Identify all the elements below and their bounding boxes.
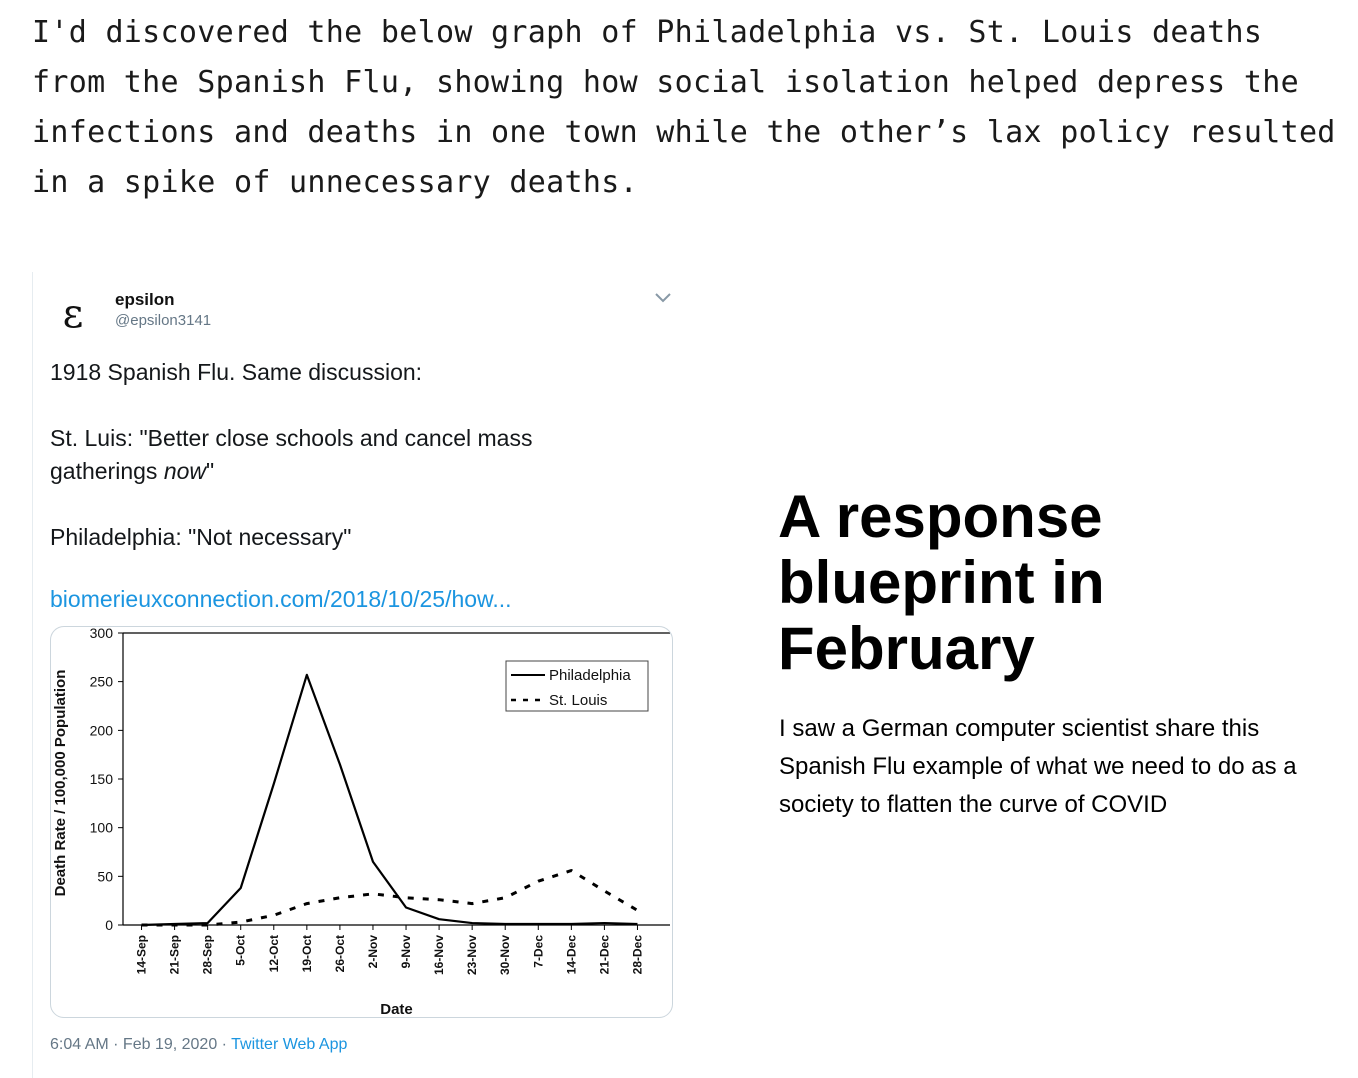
tweet-line: Philadelphia: "Not necessary" (50, 524, 352, 550)
x-tick-label: 14-Dec (564, 935, 579, 975)
y-tick-label: 250 (89, 673, 113, 690)
y-tick-label: 200 (89, 722, 113, 739)
x-tick-label: 2-Nov (365, 935, 380, 969)
x-tick-label: 28-Dec (630, 935, 645, 975)
tweet-line: 1918 Spanish Flu. Same discussion: (50, 359, 423, 385)
side-paragraph: I saw a German computer scientist share this Spanish Flu example of what we need to do as a society to flatten the curve of COVID (779, 715, 1297, 818)
tweet-text (50, 356, 610, 554)
series-line-st-louis (142, 870, 638, 925)
tweet-source[interactable]: Twitter Web App (231, 1036, 348, 1053)
y-tick-label: 300 (89, 627, 113, 641)
avatar[interactable]: ε (49, 290, 97, 338)
chevron-down-icon[interactable] (653, 290, 673, 306)
x-tick-label: 26-Oct (332, 935, 347, 973)
y-tick-label: 150 (89, 771, 113, 787)
x-tick-label: 7-Dec (531, 935, 546, 968)
x-tick-label: 23-Nov (465, 935, 480, 976)
legend-label: St. Louis (549, 692, 608, 709)
y-tick-label: 50 (97, 868, 113, 885)
x-tick-label: 28-Sep (200, 935, 215, 975)
x-tick-label: 21-Dec (597, 935, 612, 975)
x-tick-label: 21-Sep (167, 935, 182, 975)
embedded-tweet (32, 272, 693, 1078)
legend-label: Philadelphia (549, 667, 631, 684)
tweet-meta (50, 1036, 347, 1054)
x-tick-label: 14-Sep (134, 935, 149, 975)
tweet-line-part: St. Luis: "Better close schools and cancel mass gatherings (50, 425, 533, 484)
tweet-line (50, 422, 610, 488)
death-rate-chart (51, 627, 672, 1017)
tweet-timestamp[interactable]: 6:04 AM · Feb 19, 2020 · (50, 1036, 232, 1053)
intro-paragraph: I'd discovered the below graph of Philadelphia vs. St. Louis deaths from the Spanish Flu, showing how social isolation helped depress the infections and deaths in one town while the other’s lax policy resulted in a spike of unnecessary deaths. (32, 15, 1336, 200)
side-heading: A response blueprint in February (778, 483, 1105, 682)
x-axis-label: Date (380, 1001, 413, 1017)
y-axis-label: Death Rate / 100,000 Population (52, 669, 69, 897)
x-tick-label: 16-Nov (432, 935, 447, 976)
tweet-line-emphasis: now (163, 458, 207, 484)
x-tick-label: 12-Oct (266, 935, 281, 973)
tweet-author-name[interactable]: epsilon (115, 290, 175, 309)
series-line-philadelphia (142, 675, 638, 925)
tweet-link[interactable]: biomerieuxconnection.com/2018/10/25/how... (50, 586, 512, 612)
tweet-line-part: " (206, 458, 215, 484)
x-tick-label: 30-Nov (498, 935, 513, 976)
tweet-author-handle[interactable]: @epsilon3141 (115, 312, 212, 329)
x-tick-label: 19-Oct (299, 935, 314, 973)
y-tick-label: 100 (89, 819, 113, 836)
tweet-image-card[interactable] (50, 626, 673, 1018)
x-tick-label: 9-Nov (399, 935, 414, 969)
x-tick-label: 5-Oct (233, 935, 248, 966)
y-tick-label: 0 (105, 917, 113, 933)
